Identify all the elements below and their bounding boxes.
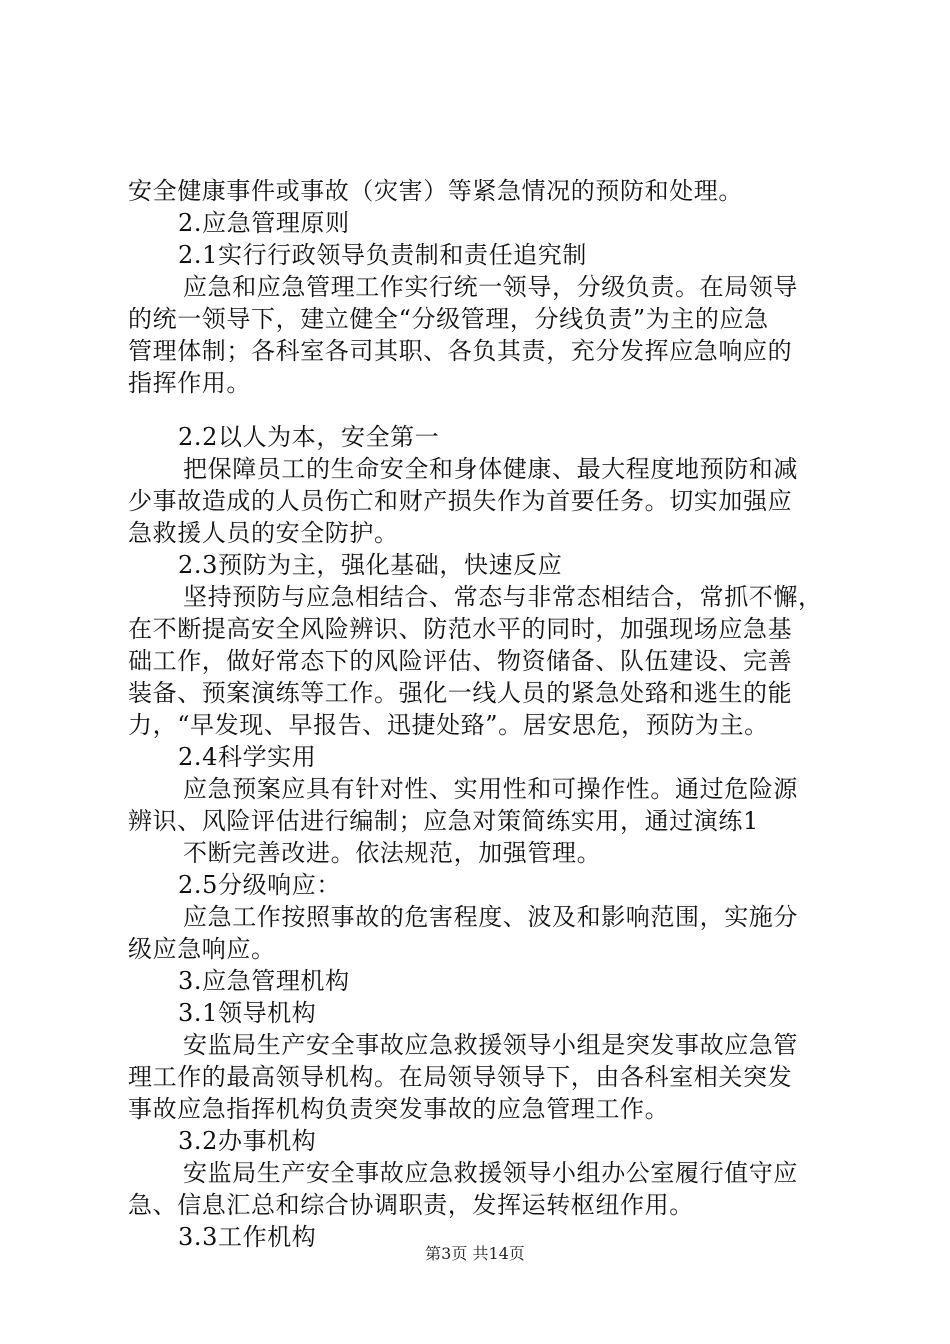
subsection-heading: 2.2以人为本，安全第一 [178,423,440,451]
text-line: 理工作的最高领导机构。在局领导领导下，由各科室相关突发 [128,1063,793,1091]
text-line: 级应急响应。 [128,935,276,963]
text-line: 应急和应急管理工作实行统一领导，分级负责。在局领导 [183,273,798,301]
text-line: 安监局生产安全事故应急救援领导小组是突发事故应急管 [183,1031,798,1059]
text-line: 急救援人员的安全防护。 [128,519,399,547]
subsection-heading: 2.3预防为主，强化基础，快速反应 [178,551,563,579]
text-line: 力，“早发现、早报告、迅捷处臵”。居安思危，预防为主。 [128,711,769,739]
text-line: 应急工作按照事故的危害程度、波及和影响范围，实施分 [183,903,798,931]
text-line: 装备、预案演练等工作。强化一线人员的紧急处臵和逃生的能 [128,679,793,707]
text-line: 安监局生产安全事故应急救援领导小组办公室履行值守应 [183,1159,798,1187]
text-line: 坚持预防与应急相结合、常态与非常态相结合，常抓不懈， [183,583,823,611]
subsection-heading: 3.2办事机构 [178,1127,317,1155]
text-line: 在不断提高安全风险辨识、防范水平的同时，加强现场应急基 [128,615,793,643]
subsection-heading: 3.3工作机构 [178,1223,317,1251]
text-line: 少事故造成的人员伤亡和财产损失作为首要任务。切实加强应 [128,487,793,515]
text-line: 辨识、风险评估进行编制；应急对策简练实用，通过演练1 [128,807,759,835]
page-number-footer: 第3页 共14页 [425,1244,525,1263]
text-line: 不断完善改进。依法规范，加强管理。 [183,839,602,867]
subsection-heading: 3.1领导机构 [178,999,317,1027]
section-heading: 2.应急管理原则 [178,209,350,237]
text-line: 事故应急指挥机构负责突发事故的应急管理工作。 [128,1095,670,1123]
section-heading: 3.应急管理机构 [178,967,350,995]
text-line: 急、信息汇总和综合协调职责，发挥运转枢纽作用。 [128,1191,694,1219]
text-line: 把保障员工的生命安全和身体健康、最大程度地预防和减 [183,455,798,483]
text-line: 应急预案应具有针对性、实用性和可操作性。通过危险源 [183,775,798,803]
subsection-heading: 2.5分级响应： [178,871,341,899]
text-line: 的统一领导下，建立健全“分级管理，分线负责”为主的应急 [128,305,769,333]
text-line: 指挥作用。 [128,369,251,397]
text-line: 安全健康事件或事故（灾害）等紧急情况的预防和处理。 [128,177,743,205]
text-line: 管理体制；各科室各司其职、各负其责，充分发挥应急响应的 [128,337,793,365]
text-line: 础工作，做好常态下的风险评估、物资储备、队伍建设、完善 [128,647,793,675]
subsection-heading: 2.4科学实用 [178,743,317,771]
subsection-heading: 2.1实行行政领导负责制和责任追究制 [178,241,587,269]
